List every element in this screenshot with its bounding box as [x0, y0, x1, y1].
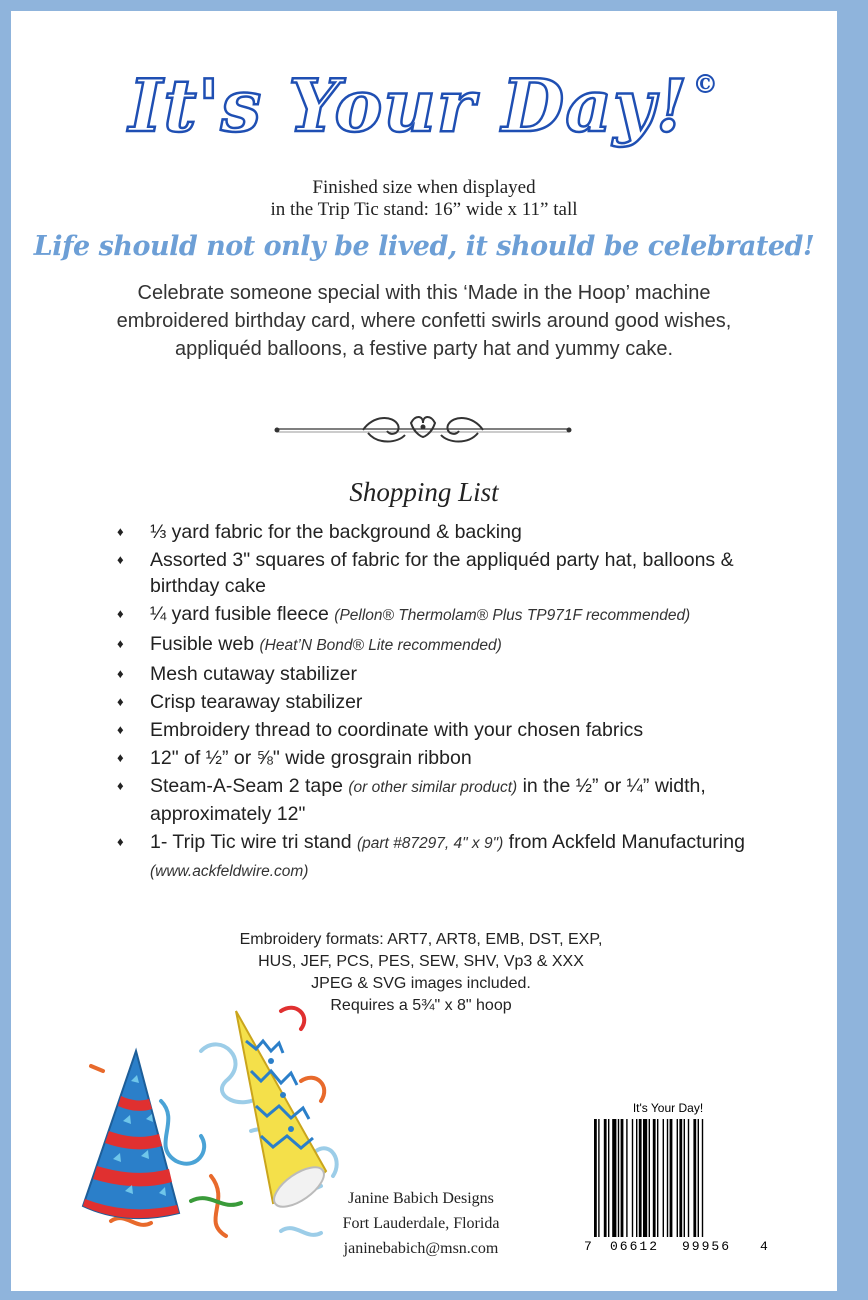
tagline: Life should not only be lived, it should be celebrated!	[33, 231, 815, 262]
address-email: janinebabich@msn.com	[343, 1240, 499, 1257]
bullet-icon: ♦	[117, 694, 124, 709]
barcode	[584, 1101, 774, 1271]
barcode-bars	[594, 1119, 754, 1237]
formats-line-2: HUS, JEF, PCS, PES, SEW, SHV, Vp3 & XXX	[258, 953, 584, 970]
address-line-2: Fort Lauderdale, Florida	[342, 1215, 500, 1232]
barcode-bar	[688, 1119, 689, 1237]
barcode-bar	[598, 1119, 599, 1237]
bullet-icon: ♦	[117, 778, 124, 793]
barcode-bar	[612, 1119, 616, 1237]
barcode-bar	[604, 1119, 607, 1237]
list-item: ♦ Embroidery thread to coordinate with your chosen fabrics	[117, 719, 644, 741]
list-item: ♦ Assorted 3" squares of fabric for the appliquéd party hat, balloons & birthday cake	[117, 549, 734, 597]
barcode-bar	[657, 1119, 658, 1237]
barcode-group-left: 06612	[610, 1239, 660, 1254]
barcode-bar	[663, 1119, 664, 1237]
barcode-bar	[677, 1119, 678, 1237]
list-item: ♦ Fusible web (Heat’N Bond® Lite recommended)	[117, 633, 502, 655]
barcode-bar	[608, 1119, 609, 1237]
barcode-title: It's Your Day!	[632, 1101, 704, 1115]
address-line-1: Janine Babich Designs	[348, 1190, 494, 1207]
bullet-icon: ♦	[117, 666, 124, 681]
title-text: It's Your Day!	[128, 63, 689, 148]
bullet-icon: ♦	[117, 722, 124, 737]
intro-paragraph: Celebrate someone special with this ‘Made in the Hoop’ machine embroidered birthday card, where confetti swirls around good wishes, appliquéd balloons, a festive party hat and yummy cake.	[116, 282, 732, 360]
barcode-bar	[632, 1119, 633, 1237]
barcode-digit-first: 7	[584, 1239, 592, 1254]
barcode-bar	[618, 1119, 619, 1237]
list-item: ♦ 1- Trip Tic wire tri stand (part #87297, 4" x 9") from Ackfeld Manufacturing (www.ackfeldwire.com)	[117, 831, 745, 880]
barcode-bar	[636, 1119, 637, 1237]
shopping-list-heading: Shopping List	[349, 477, 499, 507]
list-item: ♦ 12" of ½” or ⅝" wide grosgrain ribbon	[117, 747, 472, 769]
barcode-bar	[653, 1119, 656, 1237]
copyright-mark: ©	[692, 70, 720, 100]
finished-size-info	[11, 177, 837, 221]
barcode-bar	[643, 1119, 647, 1237]
barcode-bar	[649, 1119, 650, 1237]
bullet-icon: ♦	[117, 834, 124, 849]
party-hat-yellow-icon	[236, 1011, 330, 1214]
designer-address	[321, 1186, 521, 1261]
barcode-bar	[693, 1119, 696, 1237]
finished-size-line-1: Finished size when displayed	[312, 177, 536, 198]
barcode-bar	[594, 1119, 597, 1237]
list-item: ♦ Steam-A-Seam 2 tape (or other similar product) in the ½” or ¼” width, approximately 12"	[117, 775, 706, 825]
list-item: ♦ ⅓ yard fabric for the background & backing	[117, 521, 522, 543]
barcode-bar	[702, 1119, 703, 1237]
barcode-bar	[626, 1119, 627, 1237]
formats-line-3: JPEG & SVG images included.	[311, 975, 531, 992]
bullet-icon: ♦	[117, 750, 124, 765]
barcode-bar	[670, 1119, 673, 1237]
bullet-icon: ♦	[117, 552, 124, 567]
barcode-bar	[684, 1119, 685, 1237]
shopping-list	[117, 519, 757, 887]
list-item: ♦ Mesh cutaway stabilizer	[117, 663, 357, 685]
finished-size-line-2: in the Trip Tic stand: 16” wide x 11” tall	[270, 199, 578, 220]
barcode-bar	[621, 1119, 624, 1237]
barcode-group-right: 99956	[682, 1239, 732, 1254]
formats-line-1: Embroidery formats: ART7, ART8, EMB, DST, EXP,	[239, 931, 603, 948]
barcode-digit-last: 4	[760, 1239, 768, 1254]
bullet-icon: ♦	[117, 636, 124, 651]
list-item: ♦ Crisp tearaway stabilizer	[117, 691, 363, 713]
page-title	[11, 63, 837, 148]
barcode-bar	[698, 1119, 699, 1237]
bullet-icon: ♦	[117, 606, 124, 621]
barcode-bar	[679, 1119, 682, 1237]
product-back-cover	[11, 11, 837, 1291]
formats-line-4: Requires a 5¾" x 8" hoop	[330, 997, 512, 1014]
bullet-icon: ♦	[117, 524, 124, 539]
barcode-bar	[667, 1119, 668, 1237]
ornament-divider-icon	[273, 409, 573, 449]
barcode-bar	[639, 1119, 642, 1237]
list-item: ♦ ¼ yard fusible fleece (Pellon® Thermolam® Plus TP971F recommended)	[117, 603, 691, 625]
